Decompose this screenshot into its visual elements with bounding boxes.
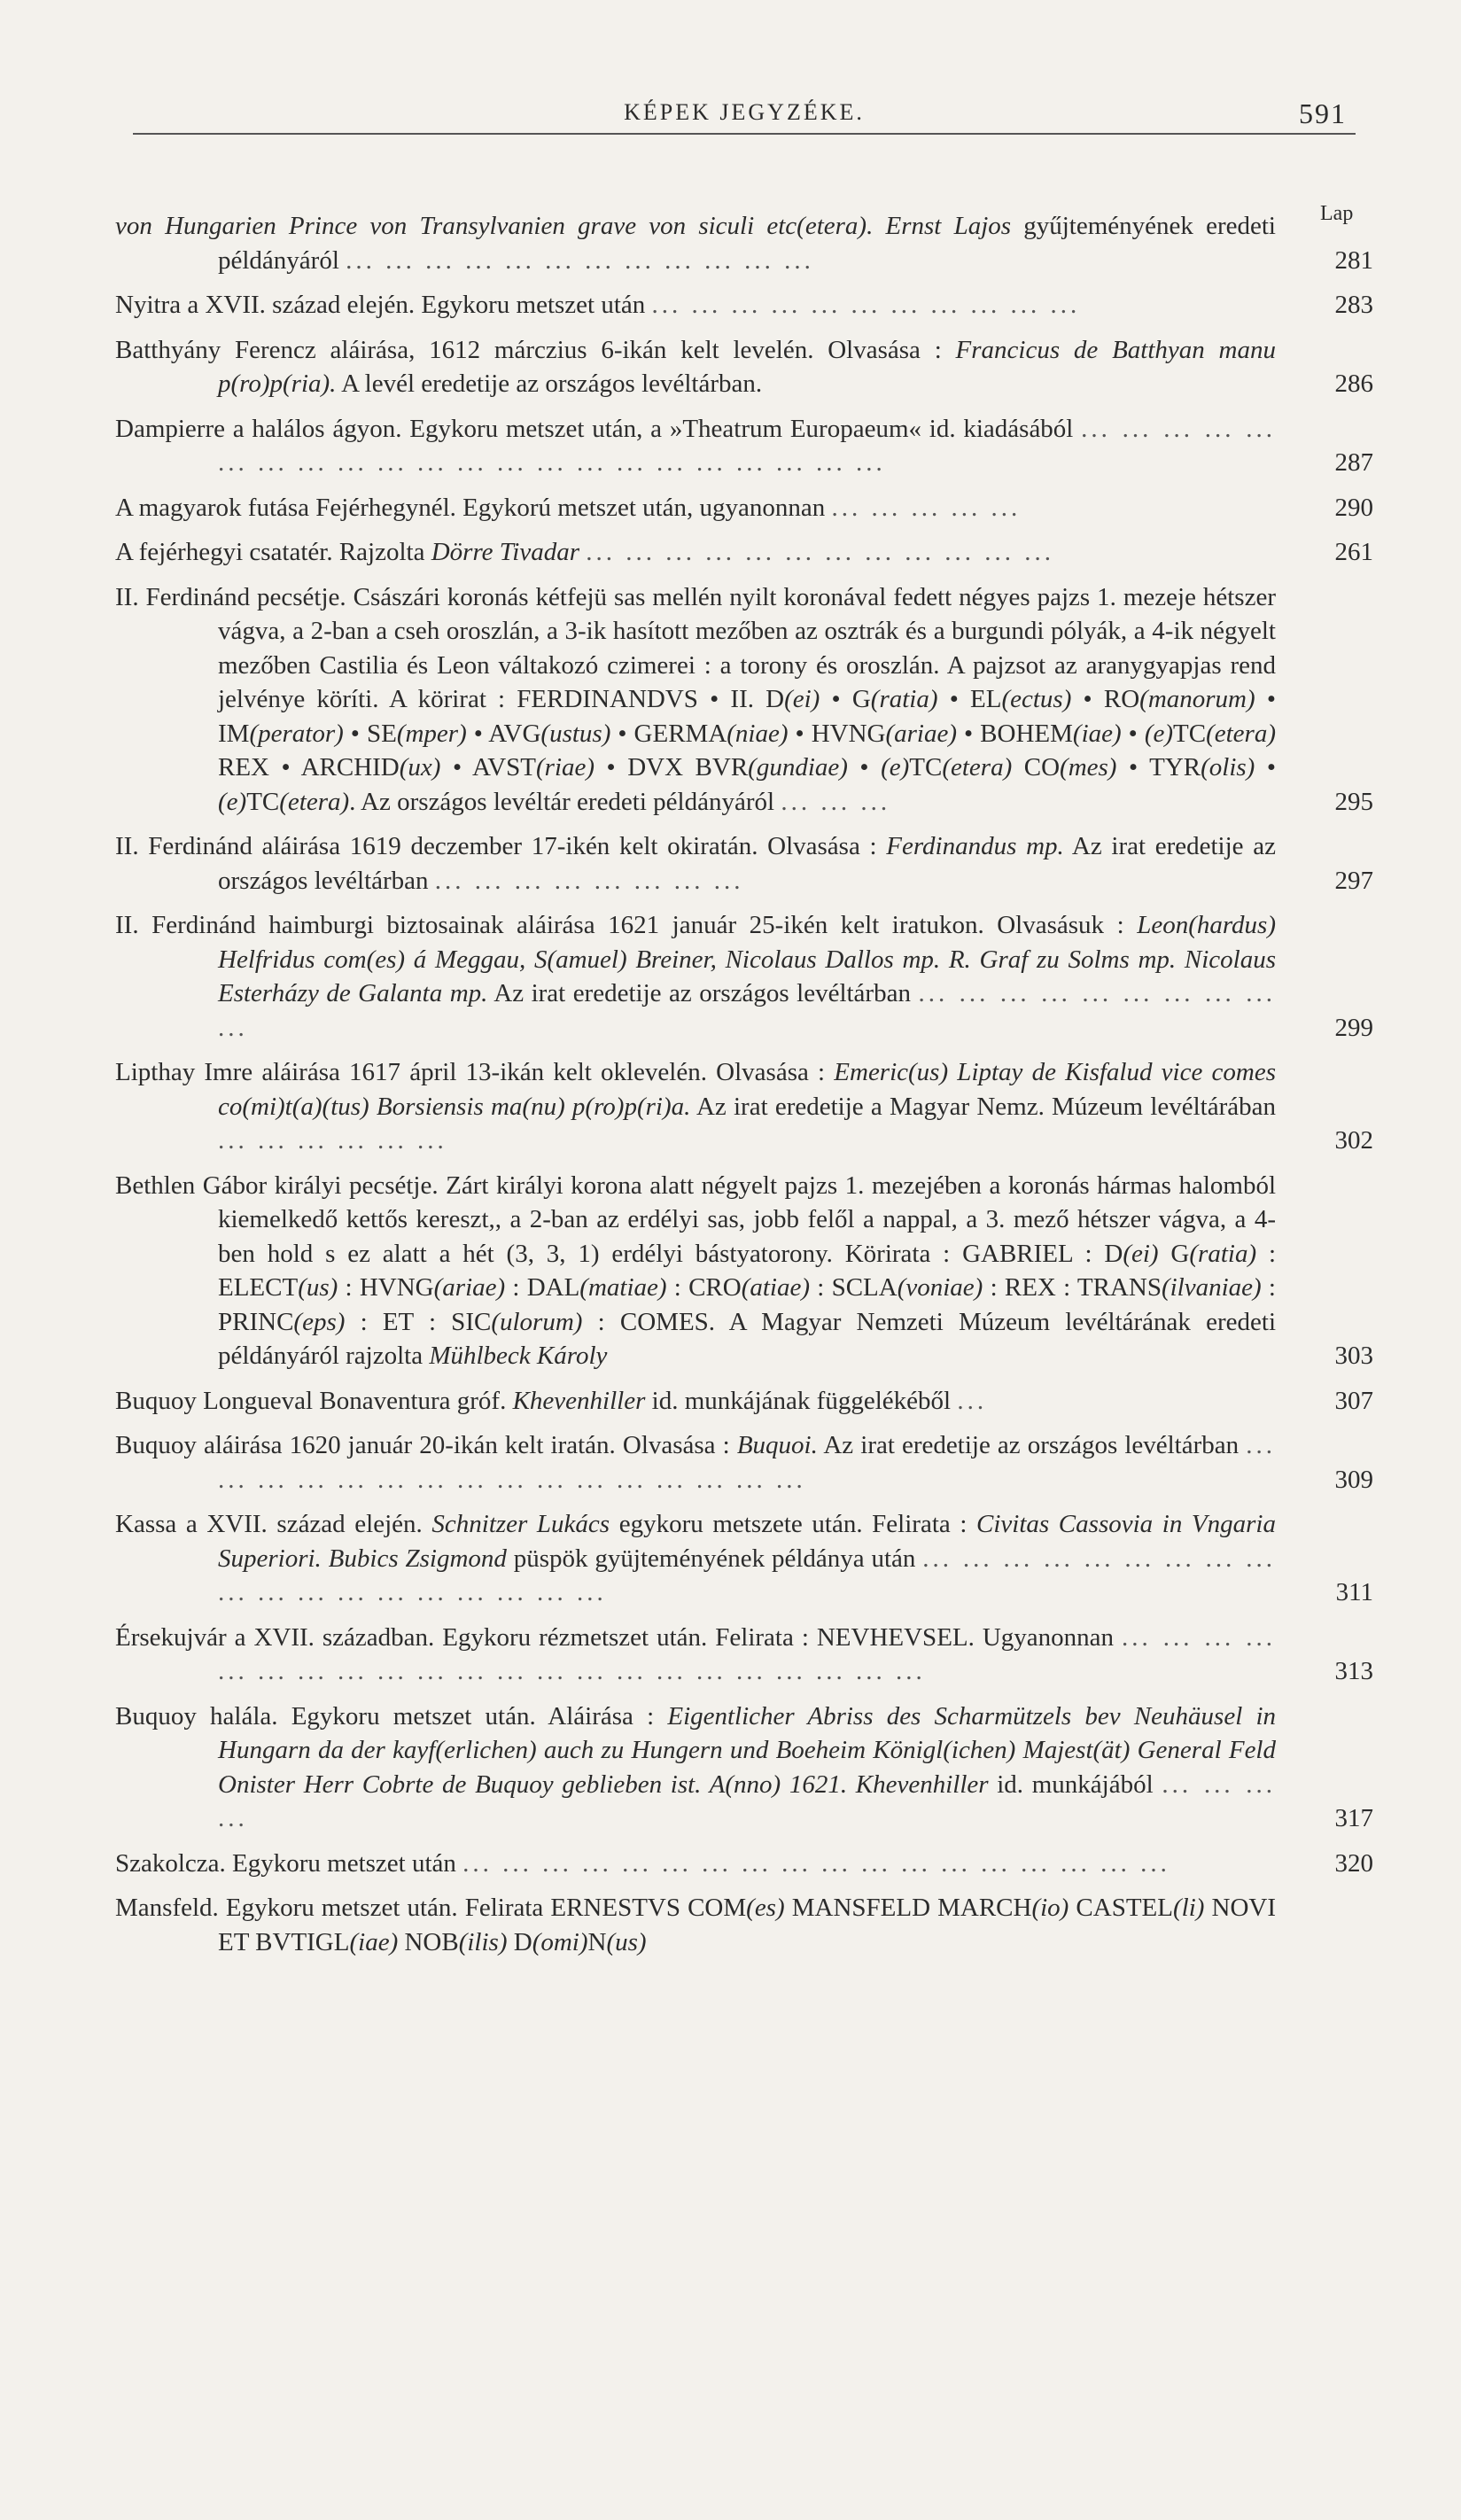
entry-description: Bethlen Gábor királyi pecsétje. Zárt királyi korona alatt négyelt pajzs 1. mezejében a koronás hármas halomból kiemelkedő kettős kereszt,, a 2-ban az erdélyi sas, jobb felől a nappal, a 3. mező hétszer vágva, a 4-ben hold s ez alatt a hét (3, 3, 1) erdélyi bástyatorony. Körirata : GABRIEL : D(ei) G(ratia) : ELECT(us) : HVNG(ariae) : DAL(matiae) : CRO(atiae) : SCLA(voniae) : REX : TRANS(ilvaniae) : PRINC(eps) : ET : SIC(ulorum) : COMES. A Magyar Nemzeti Múzeum levéltárának eredeti példányáról rajzolta Mühlbeck Károly [115,1171,1277,1370]
entry-page-number: 299 [1334,1013,1373,1042]
entry-description: Lipthay Imre aláirása 1617 ápril 13-ikán kelt oklevelén. Olvasása : Emeric(us) Liptay de Kisfalud vice comes co(mi)t(a)(tus) Borsiensis ma(nu) p(ro)p(ri)a. Az irat eredetije a Magyar Nemz. Múzeum levéltárában ... ... ... ... ... ... [115,1058,1277,1155]
list-item [115,209,1373,277]
entry-description: Dampierre a halálos ágyon. Egykoru metszet után, a »Theatrum Europaeum« id. kiadásából ... ... ... ... ... ... ... ... ... ... ... ... ... ... ... ... ... ... ... ... ... ... [115,414,1277,477]
entry-page-number: 302 [1334,1126,1373,1155]
running-title: KÉPEK JEGYZÉKE. [624,99,865,125]
page-number: 591 [1299,97,1347,129]
entry-page-number: 290 [1334,493,1373,522]
page-header [133,96,1356,140]
entry-description: Érsekujvár a XVII. században. Egykoru rézmetszet után. Felirata : NEVHEVSEL. Ugyanonnan ... ... ... ... ... ... ... ... ... ... ... ... ... ... ... ... ... ... ... ... ... ... [115,1622,1276,1685]
entry-description: Buquoy halála. Egykoru metszet után. Aláirása : Eigentlicher Abriss des Scharmützels bev Neuhäusel in Hungarn da der kayf(erlichen) auch zu Hungern und Boeheim Königl(ichen) Majest(ät) General Feld Onister Herr Cobrte de Buquoy geblieben ist. A(nno) 1621. Khevenhiller id. munkájából ... ... ... ... [115,1701,1277,1832]
entry-description: II. Ferdinánd aláirása 1619 deczember 17-ikén kelt okiratán. Olvasása : Ferdinandus mp. Az irat eredetije az országos levéltárban ... ... ... ... ... ... ... ... [115,832,1276,895]
entry-description: Kassa a XVII. század elején. Schnitzer Lukács egykoru metszete után. Felirata : Civitas Cassovia in Vngaria Superiori. Bubics Zsigmond püspök gyüjteményének példánya után ... ... ... ... ... ... ... ... ... ... ... ... ... ... ... ... ... ... ... [115,1510,1277,1606]
entry-page-number: 287 [1334,448,1373,477]
list-item [115,491,1373,525]
entry-page-number: 281 [1334,245,1373,275]
list-item [115,1699,1373,1836]
entry-description: II. Ferdinánd haimburgi biztosainak aláirása 1621 január 25-ikén kelt iratukon. Olvasásuk : Leon(hardus) Helfridus com(es) á Meggau, S(amuel) Breiner, Nicolaus Dallos mp. R. Graf zu Solms mp. Nicolaus Esterházy de Galanta mp. Az irat eredetije az országos levéltárban ... ... ... ... ... ... ... ... ... ... [115,911,1277,1042]
entry-description: Szakolcza. Egykoru metszet után ... ... ... ... ... ... ... ... ... ... ... ... ... ... ... ... ... ... [115,1848,1170,1878]
list-item [115,1169,1373,1373]
list-item [115,333,1373,401]
list-item [115,1428,1373,1497]
entry-page-number: 295 [1334,787,1373,816]
entry-description: II. Ferdinánd pecsétje. Császári koronás kétfejü sas mellén nyilt koronával fedett négyes pajzs 1. mezeje hétszer vágva, a 2-ban a cseh oroszlán, a 3-ik hasított mezőben az osztrák és a burgundi pólyák, a 4-ik négyelt mezőben Castilia és Leon váltakozó czimerei : a torony és oroszlán. A pajzsot az aranygyapjas rend jelvénye köríti. A körirat : FERDINANDVS • II. D(ei) • G(ratia) • EL(ectus) • RO(manorum) • IM(perator) • SE(mper) • AVG(ustus) • GERMA(niae) • HVNG(ariae) • BOHEM(iae) • (e)TC(etera) REX • ARCHID(ux) • AVST(riae) • DVX BVR(gundiae) • (e)TC(etera) CO(mes) • TYR(olis) • (e)TC(etera). Az országos levéltár eredeti példányáról ... ... ... [115,582,1277,816]
entry-page-number: 313 [1334,1657,1373,1685]
column-label-lap: Lap [1320,202,1354,225]
figure-list [115,209,1373,1970]
list-item [115,908,1373,1045]
entry-description: A magyarok futása Fejérhegynél. Egykorú metszet után, ugyanonnan ... ... ... ... ... [115,493,1022,522]
list-item [115,1507,1373,1610]
entry-description: Nyitra a XVII. század elején. Egykoru metszet után ... ... ... ... ... ... ... ... ... ... ... [115,291,1081,319]
entry-page-number: 309 [1334,1465,1373,1494]
list-item [115,1384,1373,1419]
list-item [115,580,1373,820]
header-rule [133,133,1356,135]
list-item [115,288,1373,323]
entry-page-number: 261 [1334,538,1373,566]
entry-page-number: 286 [1334,369,1373,398]
list-item [115,535,1373,570]
entry-description: A fejérhegyi csatatér. Rajzolta Dörre Tivadar ... ... ... ... ... ... ... ... ... ... ... ... [115,538,1055,566]
entry-description: Buquoy aláirása 1620 január 20-ikán kelt iratán. Olvasása : Buquoi. Az irat eredetije az országos levéltárban ... ... ... ... ... ... ... ... ... ... ... ... ... ... ... ... [115,1431,1276,1494]
entry-description: von Hungarien Prince von Transylvanien grave von siculi etc(etera). Ernst Lajos gyűjteményének eredeti példányáról ... ... ... ... ... ... ... ... ... ... ... ... [115,212,1276,275]
list-item [115,412,1373,480]
list-item [115,1847,1373,1881]
list-item [115,1891,1373,1959]
entry-page-number: 311 [1335,1578,1373,1606]
list-item [115,1621,1373,1689]
entry-page-number: 320 [1334,1848,1373,1878]
list-item [115,829,1373,898]
entry-page-number: 317 [1334,1804,1373,1832]
entry-description: Mansfeld. Egykoru metszet után. Felirata ERNESTVS COM(es) MANSFELD MARCH(io) CASTEL(li) NOVI ET BVTIGL(iae) NOB(ilis) D(omi)N(us) [115,1894,1276,1956]
entry-page-number: 307 [1334,1386,1373,1415]
entry-description: Buquoy Longueval Bonaventura gróf. Khevenhiller id. munkájának függelékéből ... [115,1386,988,1415]
entry-page-number: 297 [1334,866,1373,895]
entry-page-number: 303 [1334,1342,1373,1370]
entry-description: Batthyány Ferencz aláirása, 1612 márczius 6-ikán kelt levelén. Olvasása : Francicus de Batthyan manu p(ro)p(ria). A levél eredetije az országos levéltárban. [115,335,1276,398]
list-item [115,1055,1373,1158]
entry-page-number: 283 [1334,291,1373,319]
